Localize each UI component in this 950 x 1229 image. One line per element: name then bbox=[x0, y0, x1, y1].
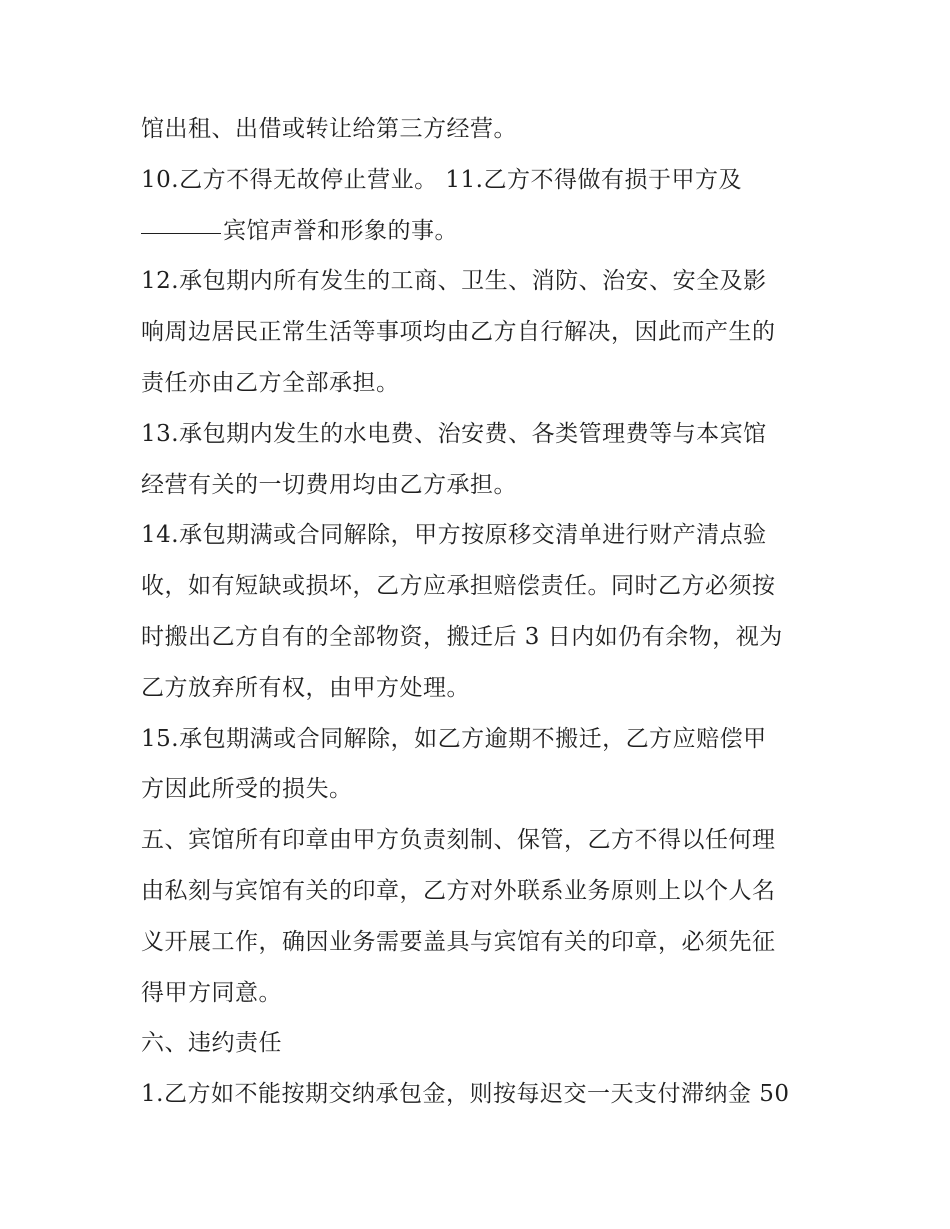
text-line-6: 责任亦由乙方全部承担。 bbox=[141, 369, 400, 396]
text-line-13: 15.承包期满或合同解除，如乙方逾期不搬迁，乙方应赔偿甲 bbox=[141, 725, 767, 752]
text-line-12: 乙方放弃所有权，由甲方处理。 bbox=[141, 674, 470, 701]
text-line-9: 14.承包期满或合同解除，甲方按原移交清单进行财产清点验 bbox=[141, 522, 767, 549]
text-line-5: 响周边居民正常生活等事项均由乙方自行解决，因此而产生的 bbox=[141, 319, 776, 346]
text-line-3 bbox=[141, 206, 821, 257]
text-line-11: 时搬出乙方自有的全部物资，搬迁后 3 日内如仍有余物，视为 bbox=[141, 623, 783, 650]
text-line-20: 1.乙方如不能按期交纳承包金，则按每迟交一天支付滞纳金 50 bbox=[141, 1081, 790, 1108]
text-line-1: 馆出租、出借或转让给第三方经营。 bbox=[141, 116, 517, 142]
text-line-7: 13.承包期内发生的水电费、治安费、各类管理费等与本宾馆 bbox=[141, 420, 767, 447]
text-line-16: 由私刻与宾馆有关的印章，乙方对外联系业务原则上以个人名 bbox=[141, 877, 776, 904]
text-line-14: 方因此所受的损失。 bbox=[141, 776, 353, 803]
document-body bbox=[141, 104, 821, 1120]
section-heading-breach: 六、违约责任 bbox=[141, 1030, 282, 1057]
text-line-10: 收，如有短缺或损坏，乙方应承担赔偿责任。同时乙方必须按 bbox=[141, 573, 776, 600]
text-line-3-text: 宾馆声誉和形象的事。 bbox=[223, 217, 458, 244]
text-line-15: 五、宾馆所有印章由甲方负责刻制、保管，乙方不得以任何理 bbox=[141, 827, 776, 854]
text-line-18: 得甲方同意。 bbox=[141, 979, 282, 1006]
text-line-2: 10.乙方不得无故停止营业。 11.乙方不得做有损于甲方及 bbox=[141, 166, 742, 193]
fill-in-blank bbox=[141, 209, 221, 234]
text-line-17: 义开展工作，确因业务需要盖具与宾馆有关的印章，必须先征 bbox=[141, 928, 776, 955]
text-line-4: 12.承包期内所有发生的工商、卫生、消防、治安、安全及影 bbox=[141, 268, 767, 295]
text-line-8: 经营有关的一切费用均由乙方承担。 bbox=[141, 471, 517, 498]
